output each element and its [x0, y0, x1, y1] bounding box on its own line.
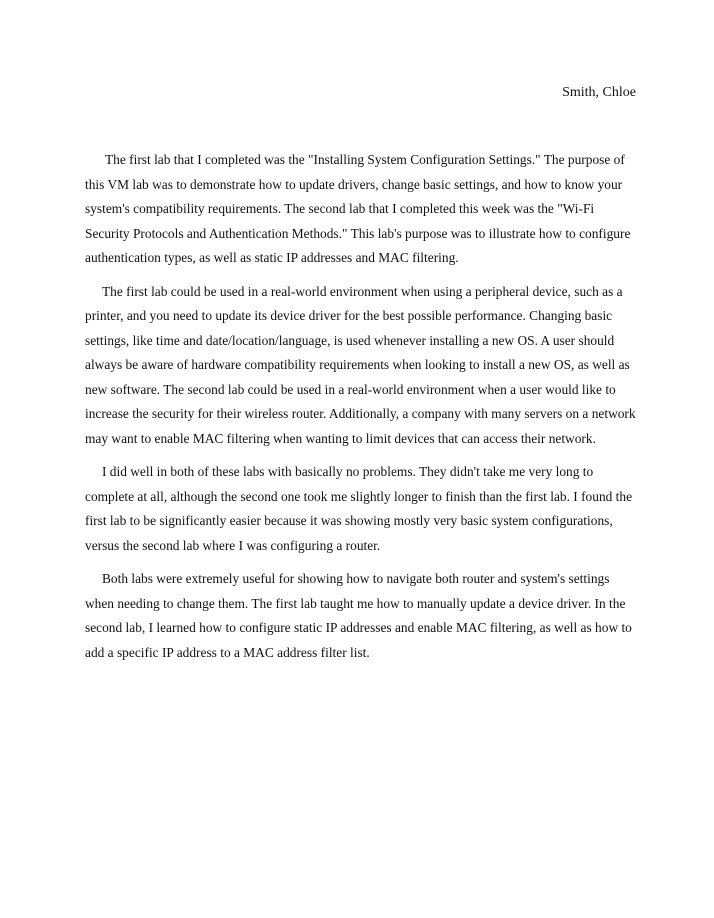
author-name: Smith, Chloe [562, 85, 636, 100]
paragraph-1: The first lab that I completed was the "Installing System Configuration Settings." The purpose of this VM lab was to demonstrate how to update drivers, change basic settings, and how to know your system's compatibility requirements. The second lab that I completed this week was the "Wi-Fi Security Protocols and Authentication Methods." This lab's purpose was to illustrate how to configure authentication types, as well as static IP addresses and MAC filtering. [85, 152, 631, 265]
paragraph-3: I did well in both of these labs with basically no problems. They didn't take me very long to complete at all, although the second one took me slightly longer to finish than the first lab. I found the first lab to be significantly easier because it was showing mostly very basic system configurations, versus the second lab where I was configuring a router. [85, 464, 633, 553]
paragraph-2: The first lab could be used in a real-world environment when using a peripheral device, such as a printer, and you need to update its device driver for the best possible performance. Changing basic settings, like time and date/location/language, is used whenever installing a new OS. A user should always be aware of hardware compatibility requirements when looking to install a new OS, as well as new software. The second lab could be used in a real-world environment when a user would like to increase the security for their wireless router. Additionally, a company with many servers on a network may want to enable MAC filtering when wanting to limit devices that can access their network. [85, 283, 636, 446]
paragraph-4: Both labs were extremely useful for showing how to navigate both router and system's settings when needing to change them. The first lab taught me how to manually update a device driver. In the second lab, I learned how to configure static IP addresses and enable MAC filtering, as well as how to add a specific IP address to a MAC address filter list. [85, 571, 632, 660]
document-body [85, 148, 641, 674]
